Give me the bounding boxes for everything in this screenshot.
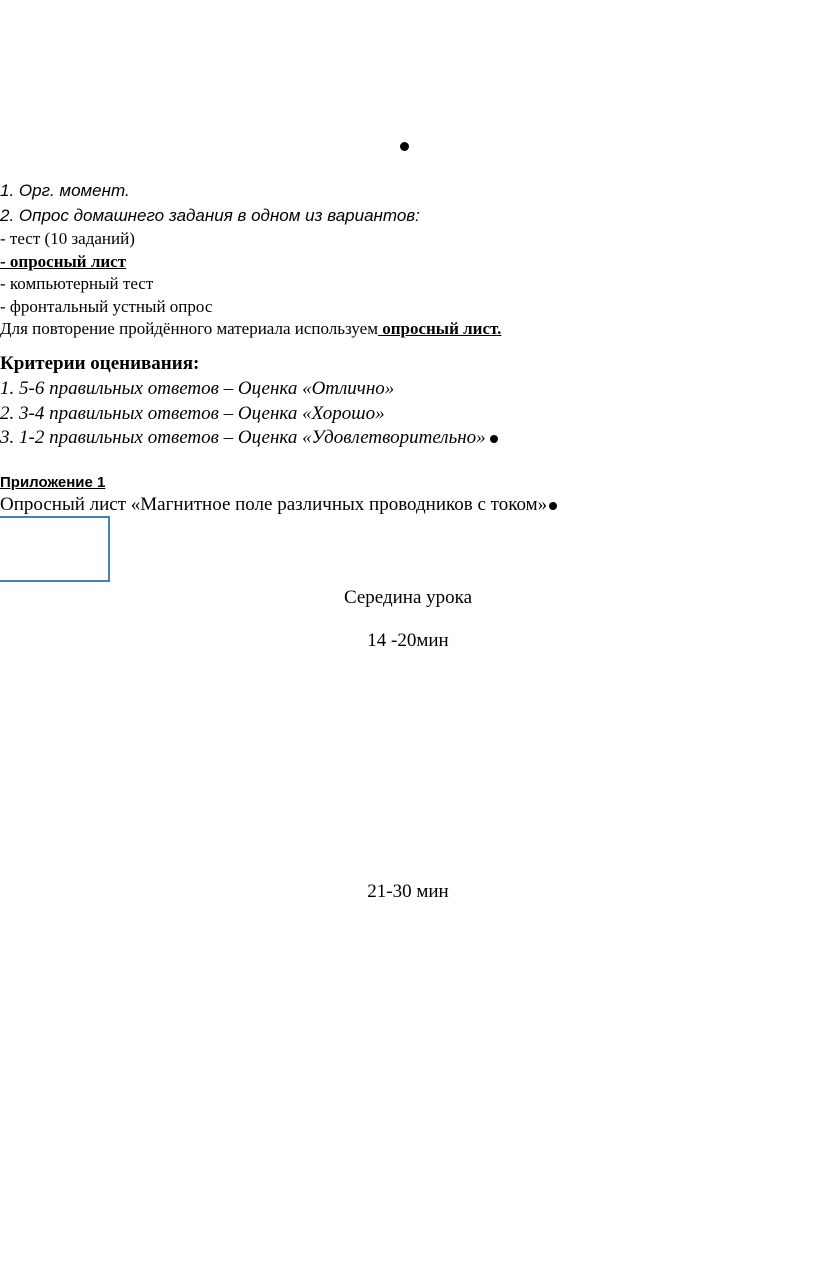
option-computer-test: - компьютерный тест [0, 274, 154, 293]
bullet-icon [549, 502, 557, 510]
option-test: - тест (10 заданий) [0, 229, 135, 248]
lesson-middle-label: Середина урока [343, 587, 473, 608]
lesson-time-1: 14 -20мин [367, 630, 449, 651]
bullet-icon [490, 435, 498, 443]
lesson-time-2: 21-30 мин [367, 881, 449, 902]
repeat-line-emphasis: опросный лист. [377, 319, 502, 338]
image-placeholder-box [0, 516, 110, 582]
criteria-item-2: 2. 3-4 правильных ответов – Оценка «Хорошо» [0, 403, 385, 424]
criteria-title: Критерии оценивания: [0, 353, 200, 374]
criteria-item-3: 3. 1-2 правильных ответов – Оценка «Удовлетворительно» [0, 427, 486, 448]
repeat-material-line [0, 319, 501, 339]
bullet-icon [400, 142, 409, 151]
option-survey-sheet: - опросный лист [0, 252, 127, 271]
appendix-title: Приложение 1 [0, 474, 106, 491]
criteria-item-1: 1. 5-6 правильных ответов – Оценка «Отлично» [0, 378, 395, 399]
survey-sheet-title: Опросный лист «Магнитное поле различных проводников с током» [0, 494, 548, 515]
survey-sheet-title-line [0, 494, 557, 516]
criteria-item-3-line [0, 427, 498, 449]
step-homework-survey: 2. Опрос домашнего задания в одном из вариантов: [0, 206, 420, 225]
step-org-moment: 1. Орг. момент. [0, 181, 130, 200]
option-frontal-oral: - фронтальный устный опрос [0, 297, 213, 316]
repeat-line-prefix: Для повторение пройдённого материала используем [0, 319, 378, 338]
